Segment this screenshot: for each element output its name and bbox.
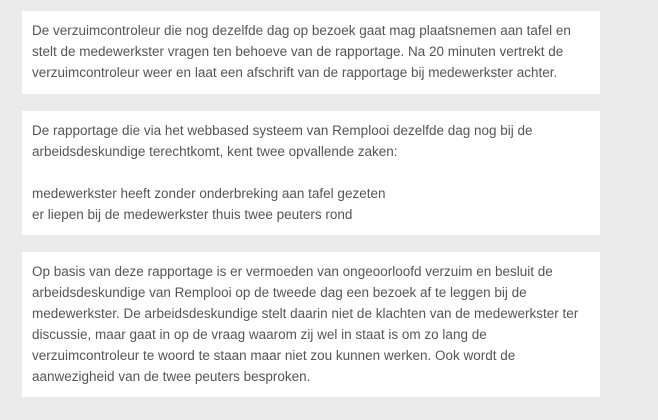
content-card-followup	[22, 252, 600, 397]
content-card-visit	[22, 11, 600, 94]
report-item: medewerkster heeft zonder onderbreking aan tafel gezeten	[32, 186, 386, 201]
spacer	[32, 162, 590, 183]
report-item: er liepen bij de medewerkster thuis twee peuters rond	[32, 207, 353, 222]
paragraph-visit: De verzuimcontroleur die nog dezelfde dag op bezoek gaat mag plaatsnemen aan tafel en stelt de medewerkster vragen ten behoeve van de rapportage. Na 20 minuten vertrekt de verzuimcontroleur weer en laat een afschrift van de rapportage bij medewerkster achter.	[32, 23, 571, 80]
paragraph-followup: Op basis van deze rapportage is er vermoeden van ongeoorloofd verzuim en besluit de arbeidsdeskundige van Remplooi op de tweede dag een bezoek af te leggen bij de medewerkster. De arbeidsdeskundige stelt daarin niet de klachten van de medewerkster ter discussie, maar gaat in op de vraag waarom zij wel in staat is om zo lang de verzuimcontroleur te woord te staan maar niet zou kunnen werken. Ook wordt de aanwezigheid van de twee peuters besproken.	[32, 264, 579, 384]
content-card-report	[22, 111, 600, 235]
paragraph-report-intro: De rapportage die via het webbased systeem van Remplooi dezelfde dag nog bij de arbeidsdeskundige terechtkomt, kent twee opvallende zaken:	[32, 123, 533, 159]
